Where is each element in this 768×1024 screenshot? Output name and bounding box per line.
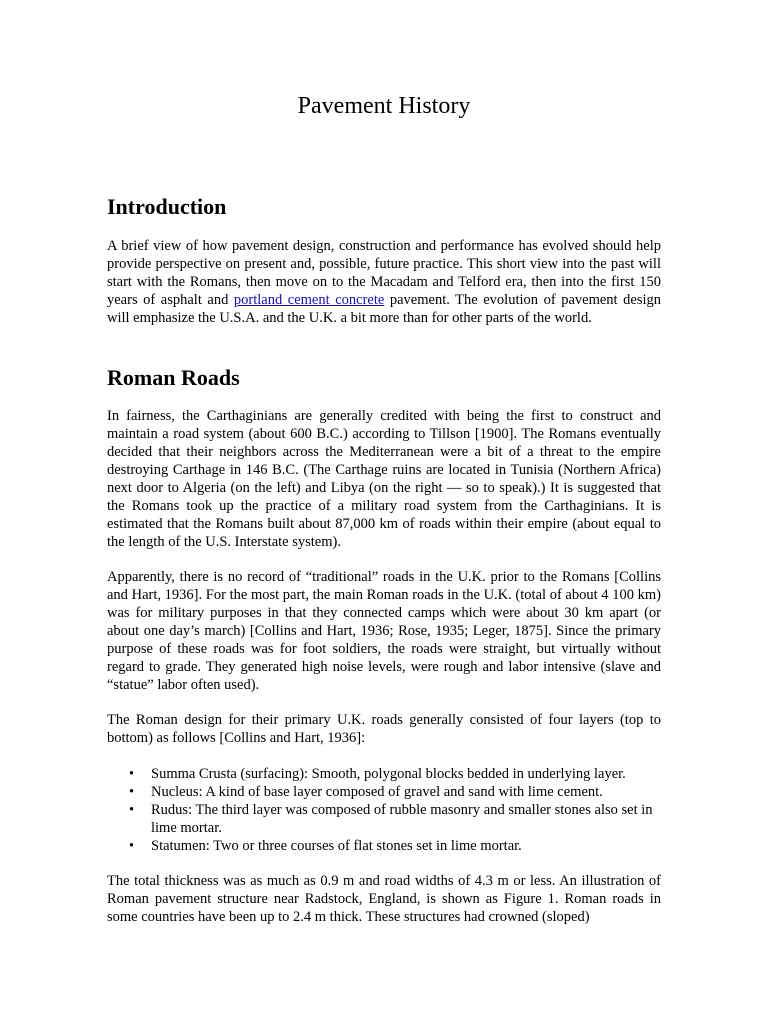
roman-roads-paragraph-2: Apparently, there is no record of “traditional” roads in the U.K. prior to the Romans [Collins and Hart, 1936]. For the most part, the main Roman roads in the U.K. (total of about 4 100 km) was for military purposes in that they connected camps which were about 30 km apart (or about one day’s march) [Collins and Hart, 1936; Rose, 1935; Leger, 1875]. Since the primary purpose of these roads was for foot soldiers, the roads were straight, but virtually without regard to grade. They generated high noise levels, were rough and labor intensive (slave and “statue” labor often used). <box>107 569 661 693</box>
roman-roads-paragraph-4: The total thickness was as much as 0.9 m and road widths of 4.3 m or less. An illustration of Roman pavement structure near Radstock, England, is shown as Figure 1. Roman roads in some countries have been up to 2.4 m thick. These structures had crowned (sloped) <box>107 873 661 925</box>
section-heading-roman-roads: Roman Roads <box>107 365 240 390</box>
roman-roads-paragraph-1: In fairness, the Carthaginians are generally credited with being the first to construct and maintain a road system (about 600 B.C.) according to Tillson [1900]. The Romans eventually decided that their neighbors across the Mediterranean were a bit of a threat to the empire destroying Carthage in 146 B.C. (The Carthage ruins are located in Tunisia (Northern Africa) next door to Algeria (on the left) and Libya (on the right — so to speak).) It is suggested that the Romans took up the practice of a military road system from the Carthaginians. It is estimated that the Romans built about 87,000 km of roads within their empire (about equal to the length of the U.S. Interstate system). <box>107 408 661 550</box>
list-item-text: Statumen: Two or three courses of flat stones set in lime mortar. <box>151 838 522 854</box>
list-item-text: Summa Crusta (surfacing): Smooth, polygonal blocks bedded in underlying layer. <box>151 766 626 782</box>
bullet-icon: • <box>129 784 135 800</box>
section-heading-introduction: Introduction <box>107 194 227 219</box>
bullet-icon: • <box>129 802 135 818</box>
intro-text-before-link: A brief view of how pavement design, construction and performance has evolved should help provide perspective on present and, possible, future practice. This short view into the past will start with the Romans, then move on to the Macadam and Telford era, then into the first 150 years of asphalt and <box>107 238 661 308</box>
list-item <box>107 837 661 855</box>
introduction-paragraph <box>107 237 661 327</box>
intro-text-after-link: pavement. The evolution of pavement design will emphasize the U.S.A. and the U.K. a bit more than for other parts of the world. <box>107 292 661 326</box>
list-item <box>107 765 661 783</box>
list-item-text: Rudus: The third layer was composed of rubble masonry and smaller stones also set in lime mortar. <box>151 802 653 836</box>
roman-roads-paragraph-3: The Roman design for their primary U.K. roads generally consisted of four layers (top to bottom) as follows [Collins and Hart, 1936]: <box>107 712 661 746</box>
bullet-icon: • <box>129 838 135 854</box>
portland-cement-concrete-link[interactable]: portland cement concrete <box>233 292 385 308</box>
list-item <box>107 801 661 837</box>
list-item-text: Nucleus: A kind of base layer composed of gravel and sand with lime cement. <box>151 784 603 800</box>
bullet-icon: • <box>129 766 135 782</box>
document-title: Pavement History <box>297 93 471 119</box>
list-item <box>107 783 661 801</box>
roman-layers-list <box>107 765 661 855</box>
